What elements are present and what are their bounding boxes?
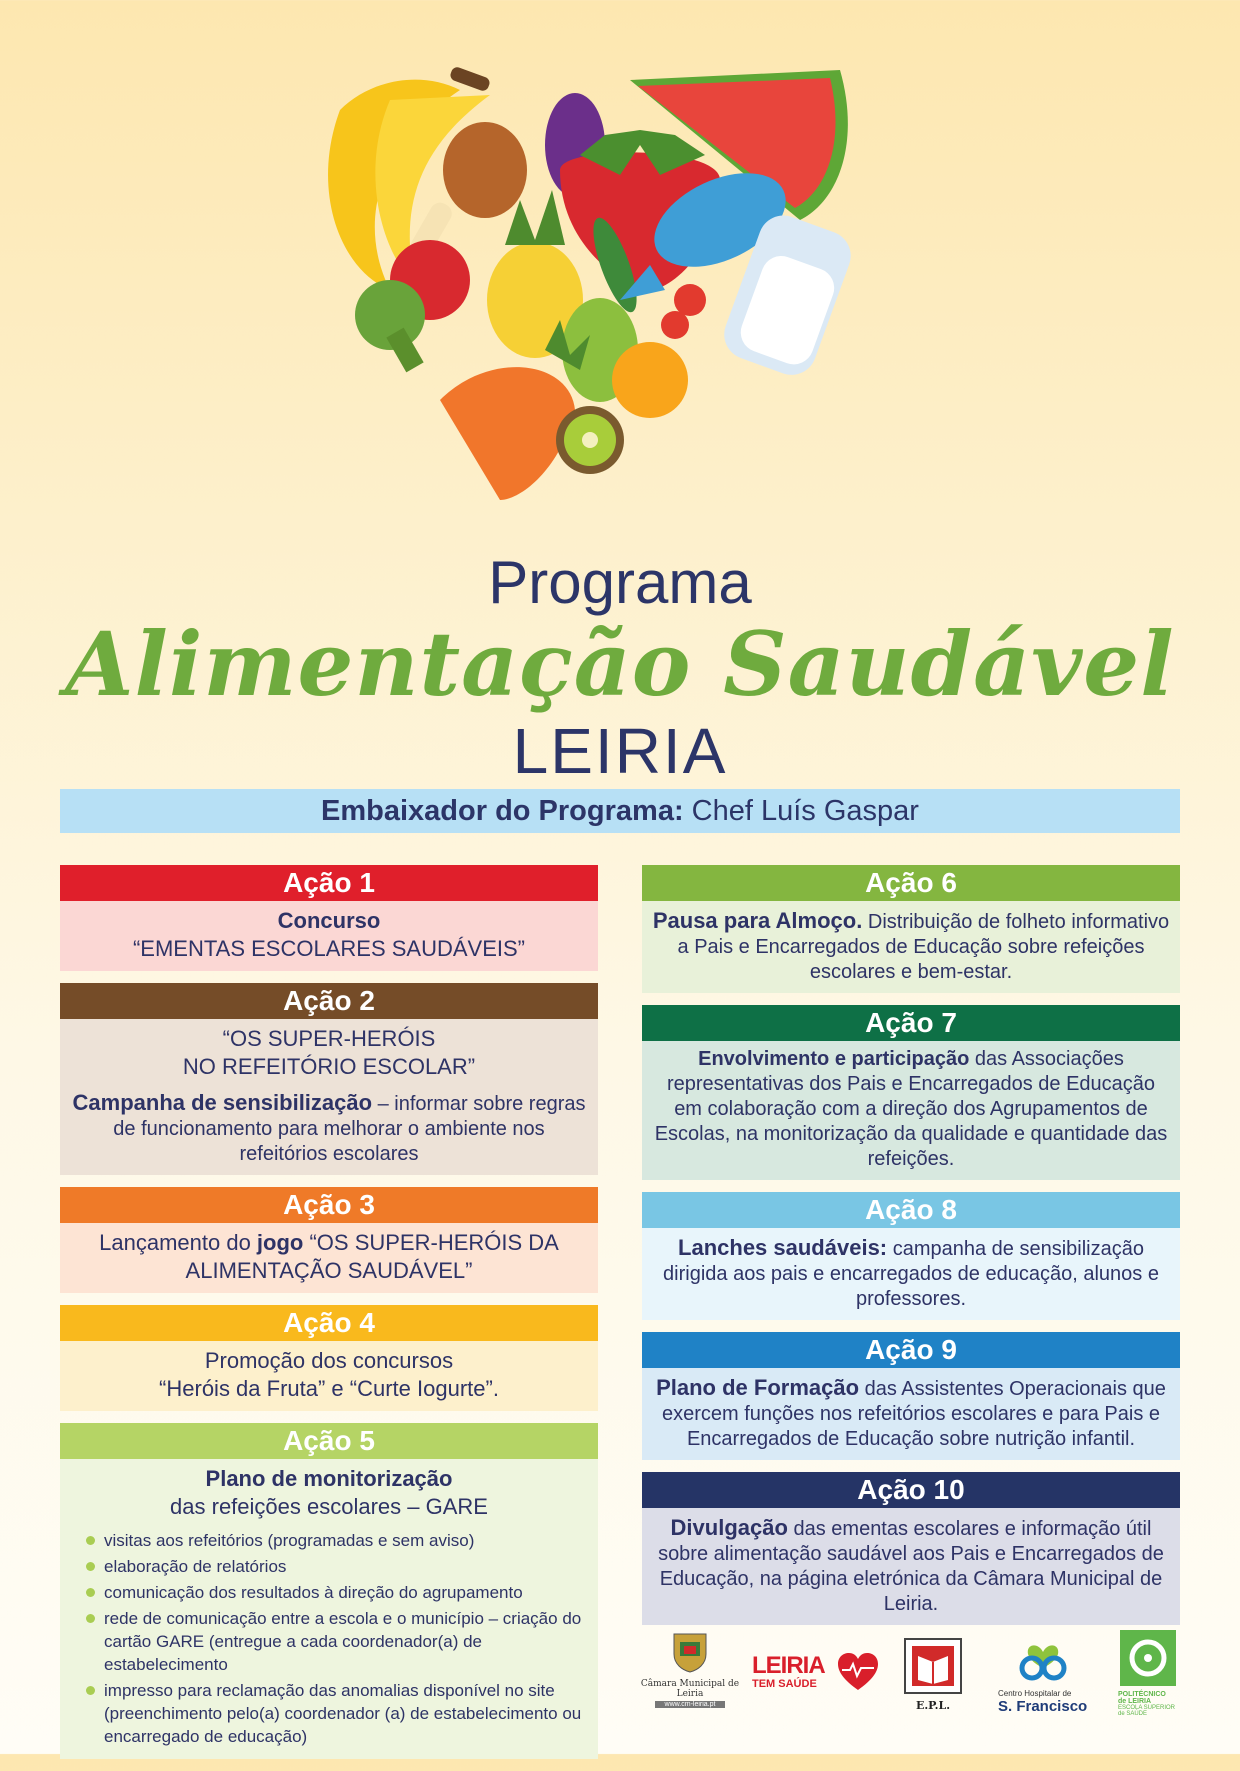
- action-1: [60, 865, 598, 971]
- action-10-body: [642, 1508, 1180, 1625]
- action-6-text: Distribuição de folheto informativo a Pais e Encarregados de Educação sobre refeições escolares e bem-estar.: [677, 911, 1170, 983]
- action-2-body: [60, 1019, 598, 1175]
- action-7-title: Ação 7: [642, 1005, 1180, 1041]
- list-item: comunicação dos resultados à direção do agrupamento: [84, 1581, 588, 1604]
- chicken-leg-icon: [443, 122, 527, 218]
- action-5-bullets: [70, 1529, 588, 1748]
- action-4-line2: “Heróis da Fruta” e “Curte Iogurte”.: [159, 1376, 499, 1401]
- action-9-bold: Plano de Formação: [656, 1375, 860, 1400]
- chsf-logo: [988, 1638, 1098, 1715]
- action-1-body: [60, 901, 598, 971]
- action-9-body: [642, 1368, 1180, 1460]
- action-1-line2: “EMENTAS ESCOLARES SAUDÁVEIS”: [132, 936, 525, 961]
- action-4-line1: Promoção dos concursos: [204, 1348, 454, 1373]
- action-7-bold: Envolvimento e participação: [698, 1048, 970, 1070]
- cml-logo: [640, 1630, 740, 1708]
- action-2-line2: NO REFEITÓRIO ESCOLAR”: [182, 1054, 476, 1079]
- action-8-text: campanha de sensibilização dirigida aos pais e encarregados de educação, alunos e professores.: [663, 1238, 1159, 1310]
- list-item: rede de comunicação entre a escola e o município – criação do cartão GARE (entregue a cada coordenador(a) de estabelecimento: [84, 1607, 588, 1676]
- action-10: [642, 1472, 1180, 1625]
- action-8-body: [642, 1228, 1180, 1320]
- action-7: [642, 1005, 1180, 1180]
- action-4: [60, 1305, 598, 1411]
- action-2: [60, 983, 598, 1175]
- program-title-line2: Alimentação Saudável: [65, 612, 1175, 716]
- lts-line1: LEIRIA: [752, 1652, 825, 1679]
- chsf-line2: S. Francisco: [998, 1698, 1088, 1715]
- action-2-text: – informar sobre regras de funcionamento para melhorar o ambiente nos refeitórios escolares: [113, 1093, 586, 1165]
- action-9: [642, 1332, 1180, 1460]
- action-1-line1: Concurso: [277, 908, 381, 933]
- action-1-title: Ação 1: [60, 865, 598, 901]
- food-heart-illustration: [320, 50, 940, 570]
- hospital-emblem-icon: [1018, 1638, 1068, 1684]
- action-4-body: [60, 1341, 598, 1411]
- action-2-line1: “OS SUPER-HERÓIS: [222, 1026, 436, 1051]
- action-9-text: das Assistentes Operacionais que exercem funções nos refeitórios escolares e para Pais e Encarregados de Educação sobre nutrição infantil.: [661, 1378, 1166, 1450]
- action-8: [642, 1192, 1180, 1320]
- action-5: [60, 1423, 598, 1759]
- action-8-title: Ação 8: [642, 1192, 1180, 1228]
- epl-logo: [898, 1638, 968, 1712]
- ipl-line1: POLITÉCNICO: [1118, 1691, 1166, 1698]
- list-item: elaboração de relatórios: [84, 1555, 588, 1578]
- action-3-pre: Lançamento do: [99, 1230, 257, 1255]
- polytechnic-emblem-icon: [1120, 1630, 1176, 1686]
- action-2-bold: Campanha de sensibilização: [72, 1090, 373, 1115]
- action-10-bold: Divulgação: [670, 1515, 788, 1540]
- ambassador-label: Embaixador do Programa:: [321, 795, 684, 827]
- right-column: [642, 865, 1180, 1637]
- orange-icon: [612, 342, 688, 418]
- action-7-text: das Associações representativas dos Pais e Encarregados de Educação em colaboração com a direção dos Agrupamentos de Escolas, na monitorização da qualidade e quantidade das refeições.: [654, 1048, 1168, 1170]
- ipl-logo: [1118, 1630, 1178, 1717]
- program-title-line3: LEIRIA: [512, 715, 728, 787]
- coat-of-arms-icon: [670, 1630, 710, 1674]
- action-5-line2: das refeições escolares – GARE: [170, 1494, 488, 1519]
- list-item: impresso para reclamação das anomalias disponível no site (preenchimento pelo(a) coordenador (a) de estabelecimento ou encarregado de educação): [84, 1679, 588, 1748]
- action-10-text: das ementas escolares e informação útil sobre alimentação saudável aos Pais e Encarregados de Educação, na página eletrónica da Câmara Municipal de Leiria.: [658, 1518, 1164, 1615]
- ambassador-banner: [60, 789, 1180, 833]
- action-3-text: “OS SUPER-HERÓIS DA ALIMENTAÇÃO SAUDÁVEL”: [185, 1230, 559, 1283]
- action-3-bold: jogo: [256, 1230, 304, 1255]
- chsf-line1: Centro Hospitalar de: [998, 1689, 1072, 1698]
- action-3-body: [60, 1223, 598, 1293]
- action-8-bold: Lanches saudáveis:: [678, 1235, 888, 1260]
- cml-name: Câmara Municipal de Leiria: [640, 1679, 740, 1699]
- leiria-tem-saude-logo: [752, 1652, 882, 1690]
- cml-site: www.cm-leiria.pt: [655, 1701, 725, 1708]
- ipl-line2: de LEIRIA: [1118, 1698, 1152, 1705]
- program-title-line1: Programa: [488, 549, 752, 616]
- epl-name: E.P.L.: [915, 1699, 951, 1712]
- book-icon: [904, 1638, 962, 1694]
- action-5-body: [60, 1459, 598, 1759]
- ipl-line4: de SAÚDE: [1118, 1711, 1148, 1717]
- ipl-line3: ESCOLA SUPERIOR: [1118, 1705, 1176, 1711]
- action-9-title: Ação 9: [642, 1332, 1180, 1368]
- action-7-body: [642, 1041, 1180, 1180]
- heart-icon: [836, 1652, 880, 1692]
- action-6-body: [642, 901, 1180, 993]
- partner-logos: [640, 1630, 1180, 1740]
- carrot-icon: [440, 367, 575, 500]
- left-column: [60, 865, 598, 1771]
- action-4-title: Ação 4: [60, 1305, 598, 1341]
- action-5-bold: Plano de monitorização: [205, 1466, 453, 1491]
- action-6-bold: Pausa para Almoço.: [652, 908, 863, 933]
- action-6-title: Ação 6: [642, 865, 1180, 901]
- list-item: visitas aos refeitórios (programadas e sem aviso): [84, 1529, 588, 1552]
- action-2-title: Ação 2: [60, 983, 598, 1019]
- action-3: [60, 1187, 598, 1293]
- action-6: [642, 865, 1180, 993]
- action-3-title: Ação 3: [60, 1187, 598, 1223]
- action-5-title: Ação 5: [60, 1423, 598, 1459]
- action-10-title: Ação 10: [642, 1472, 1180, 1508]
- lts-line2: TEM SAÚDE: [752, 1678, 817, 1690]
- ambassador-name: Chef Luís Gaspar: [691, 795, 919, 827]
